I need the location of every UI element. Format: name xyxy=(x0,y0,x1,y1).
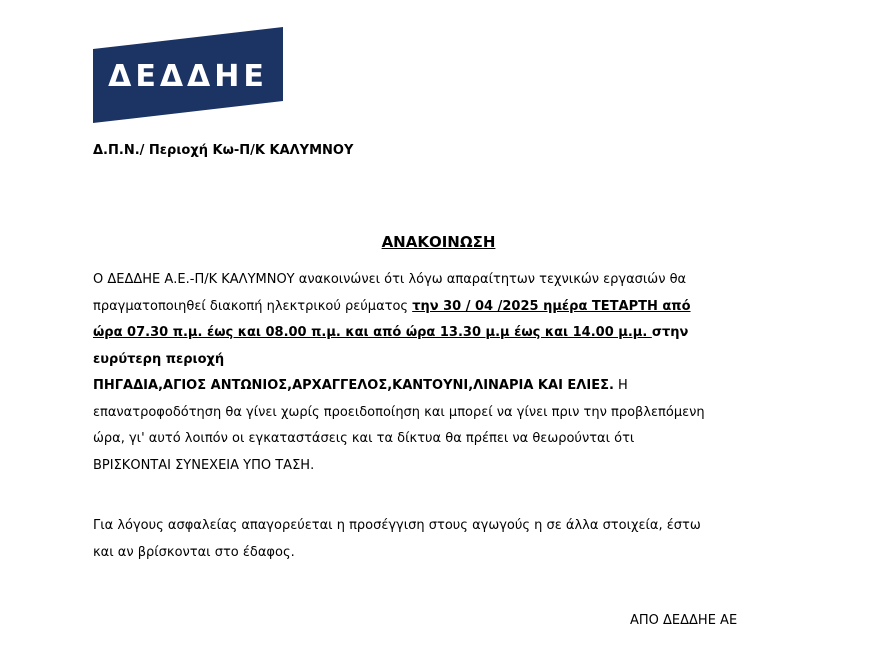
notice-title: ΑΝΑΚΟΙΝΩΣΗ xyxy=(381,233,496,251)
restore-line: ώρα, γι' αυτό λοιπόν οι εγκαταστάσεις και τα δίκτυα θα πρέπει να θεωρούνται ότι xyxy=(93,431,635,446)
restore-start: Η xyxy=(613,378,628,393)
intro-text: πραγματοποιηθεί διακοπή ηλεκτρικού ρεύματος xyxy=(93,298,413,314)
affected-areas: ΠΗΓΑΔΙΑ,ΑΓΙΟΣ ΑΝΤΩΝΙΟΣ,ΑΡΧΑΓΓΕΛΟΣ,ΚΑΝΤΟΥΝΙ,ΛΙΝΑΡΙΑ ΚΑΙ ΕΛΙΕΣ. xyxy=(93,378,614,393)
outage-hours: ώρα 07.30 π.μ. έως και 08.00 π.μ. και από ώρα 13.30 μ.μ έως και 14.00 μ.μ. xyxy=(93,325,652,340)
logo-text: ΔΕΔΔΗΕ xyxy=(108,59,268,94)
notice-body xyxy=(93,267,793,479)
outage-date: την 30 / 04 /2025 ημέρα ΤΕΤΑΡΤΗ από xyxy=(412,298,691,314)
time-line xyxy=(93,320,793,347)
intro-line: Ο ΔΕΔΔΗΕ Α.Ε.-Π/Κ ΚΑΛΥΜΝΟΥ ανακοινώνει ότι λόγω απαραίτητων τεχνικών εργασιών θα xyxy=(93,272,687,287)
safety-paragraph xyxy=(93,513,793,566)
restore-line: ΒΡΙΣΚΟΝΤΑΙ ΣΥΝΕΧΕΙΑ ΥΠΟ ΤΑΣΗ. xyxy=(93,457,315,473)
restore-line: επανατροφοδότηση θα γίνει χωρίς προειδοποίηση και μπορεί να γίνει πριν την προβλεπόμενη xyxy=(93,404,705,420)
intro-line xyxy=(93,294,793,321)
areas-line xyxy=(93,373,793,400)
department-heading: Δ.Π.Ν./ Περιοχή Κω-Π/Κ ΚΑΛΥΜΝΟΥ xyxy=(93,143,354,158)
safety-line: Για λόγους ασφαλείας απαγορεύεται η προσέγγιση στους αγωγούς η σε άλλα στοιχεία, έστω xyxy=(93,518,701,533)
area-label: ευρύτερη περιοχή xyxy=(93,351,225,367)
area-label-start: στην xyxy=(651,325,689,340)
safety-line: και αν βρίσκονται στο έδαφος. xyxy=(93,544,295,560)
company-logo xyxy=(93,27,283,123)
signature: ΑΠΟ ΔΕΔΔΗΕ ΑΕ xyxy=(630,613,738,628)
